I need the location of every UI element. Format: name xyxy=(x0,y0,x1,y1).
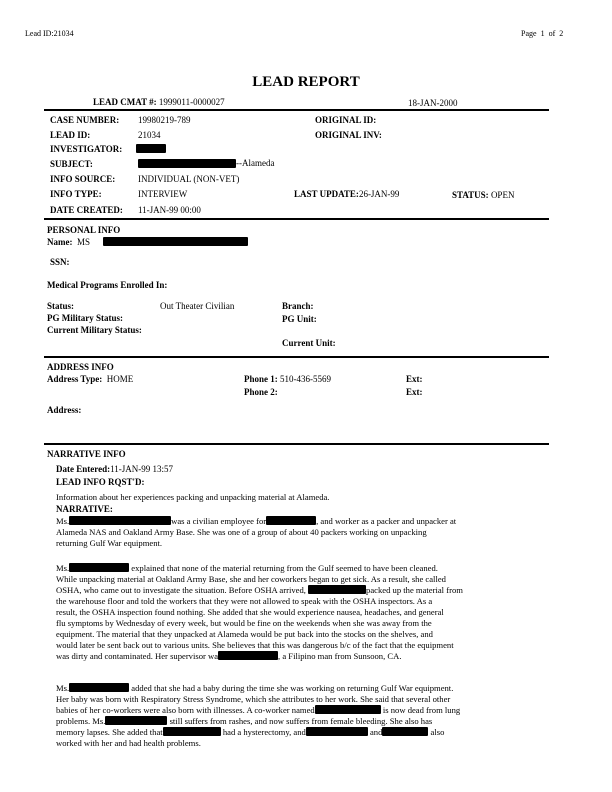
divider xyxy=(44,109,549,111)
redaction xyxy=(308,585,366,594)
pg-military-status-label: PG Military Status: xyxy=(47,313,123,323)
redaction xyxy=(306,727,368,736)
name-row: Name: MS xyxy=(47,237,91,247)
lead-id-label: LEAD ID: xyxy=(50,130,91,140)
narrative-label: NARRATIVE: xyxy=(56,504,113,514)
narrative-paragraph-2: Ms. explained that none of the material returning from the Gulf seemed to have been cleaned. While unpacking material at Oakland Army Base, she and her coworkers began to get sick. As a result, she called OSHA, who came out to investigate the situation. Before OSHA arrived, packed up the material from the warehouse floor and told the workers that they were not allowed to speak with the OSHA inspectors. As a result, the OSHA inspection found nothing. She added that she would experience nausea, headaches, and general flu symptoms by Wednesday of every week, but would be fine on the weekends when she was away from the equipment. The material that they unpacked at Alameda would be put back into the stocks on the shelves, and would later be sent back out to various units. She believes that this was dangerous b/c of the fact that the equipment was dirty and contaminated. Her supervisor wa , a Filipino man from Sunsoon, CA. xyxy=(56,563,463,661)
pg-unit-label: PG Unit: xyxy=(282,314,317,324)
address-info-heading: ADDRESS INFO xyxy=(47,362,114,372)
redaction xyxy=(105,716,167,725)
subject-suffix: --Alameda xyxy=(236,158,275,168)
investigator-label: INVESTIGATOR: xyxy=(50,144,123,154)
personal-info-heading: PERSONAL INFO xyxy=(47,225,121,235)
address-label: Address: xyxy=(47,405,82,415)
last-update: LAST UPDATE:26-JAN-99 xyxy=(294,189,400,199)
status-label: Status: xyxy=(47,301,75,311)
divider xyxy=(44,218,549,220)
redaction xyxy=(163,727,221,736)
current-military-status-label: Current Military Status: xyxy=(47,325,142,335)
current-unit-label: Current Unit: xyxy=(282,338,336,348)
redaction xyxy=(138,159,236,168)
info-type-label: INFO TYPE: xyxy=(50,189,102,199)
case-number-label: CASE NUMBER: xyxy=(50,115,120,125)
lead-info-label: LEAD INFO RQST'D: xyxy=(56,477,145,487)
date-created-value: 11-JAN-99 00:00 xyxy=(138,205,201,215)
status-value: Out Theater Civilian xyxy=(160,301,235,311)
page-indicator: Page 1 of 2 xyxy=(521,29,564,38)
redaction xyxy=(69,563,129,572)
redaction xyxy=(266,516,316,525)
redaction xyxy=(136,144,166,153)
original-inv-label: ORIGINAL INV: xyxy=(315,130,382,140)
divider xyxy=(44,356,549,358)
redaction xyxy=(103,237,248,246)
ext-1-label: Ext: xyxy=(406,374,423,384)
original-id-label: ORIGINAL ID: xyxy=(315,115,377,125)
date-created-label: DATE CREATED: xyxy=(50,205,123,215)
medical-programs-label: Medical Programs Enrolled In: xyxy=(47,280,168,290)
lead-id-value: 21034 xyxy=(138,130,161,140)
info-source-value: INDIVIDUAL (NON-VET) xyxy=(138,174,240,184)
redaction xyxy=(69,516,171,525)
ext-2-label: Ext: xyxy=(406,387,423,397)
case-number-value: 19980219-789 xyxy=(138,115,191,125)
date-entered: Date Entered:11-JAN-99 13:57 xyxy=(56,464,173,474)
narrative-paragraph-1: Ms. was a civilian employee for , and worker as a packer and unpacker at Alameda NAS and Oakland Army Base. She was one of a group of about 40 packers working on unpacking returning Gulf War equipment. xyxy=(56,516,457,548)
cmat-line: LEAD CMAT #: 1999011-0000027 xyxy=(93,97,225,107)
redaction xyxy=(382,727,428,736)
lead-id-header: Lead ID:21034 xyxy=(25,29,74,38)
branch-label: Branch: xyxy=(282,301,314,311)
page-title: LEAD REPORT xyxy=(252,74,360,90)
phone-2-label: Phone 2: xyxy=(244,387,278,397)
subject-label: SUBJECT: xyxy=(50,159,93,169)
redaction xyxy=(69,683,129,692)
info-type-value: INTERVIEW xyxy=(138,189,188,199)
lead-info-value: Information about her experiences packing and unpacking material at Alameda. xyxy=(56,492,330,502)
phone-1: Phone 1: 510-436-5569 xyxy=(244,374,331,384)
narrative-paragraph-3: Ms. added that she had a baby during the time she was working on returning Gulf War equipment. Her baby was born with Respiratory Stress Syndrome, which she attributes to her work. She said that several other babies of her co-workers were also born with illnesses. A co-worker named is now dead from lung problems. Ms. still suffers from rashes, and now suffers from female bleeding. She also has memory lapses. She added that had a hysterectomy, and and also worked with her and had health problems. xyxy=(56,683,461,748)
status: STATUS: OPEN xyxy=(452,190,515,200)
narrative-info-heading: NARRATIVE INFO xyxy=(47,449,126,459)
redaction xyxy=(218,651,278,660)
info-source-label: INFO SOURCE: xyxy=(50,174,116,184)
ssn-label: SSN: xyxy=(50,257,70,267)
address-type: Address Type: HOME xyxy=(47,374,134,384)
report-date: 18-JAN-2000 xyxy=(408,98,458,108)
divider xyxy=(44,443,549,445)
redaction xyxy=(315,705,381,714)
